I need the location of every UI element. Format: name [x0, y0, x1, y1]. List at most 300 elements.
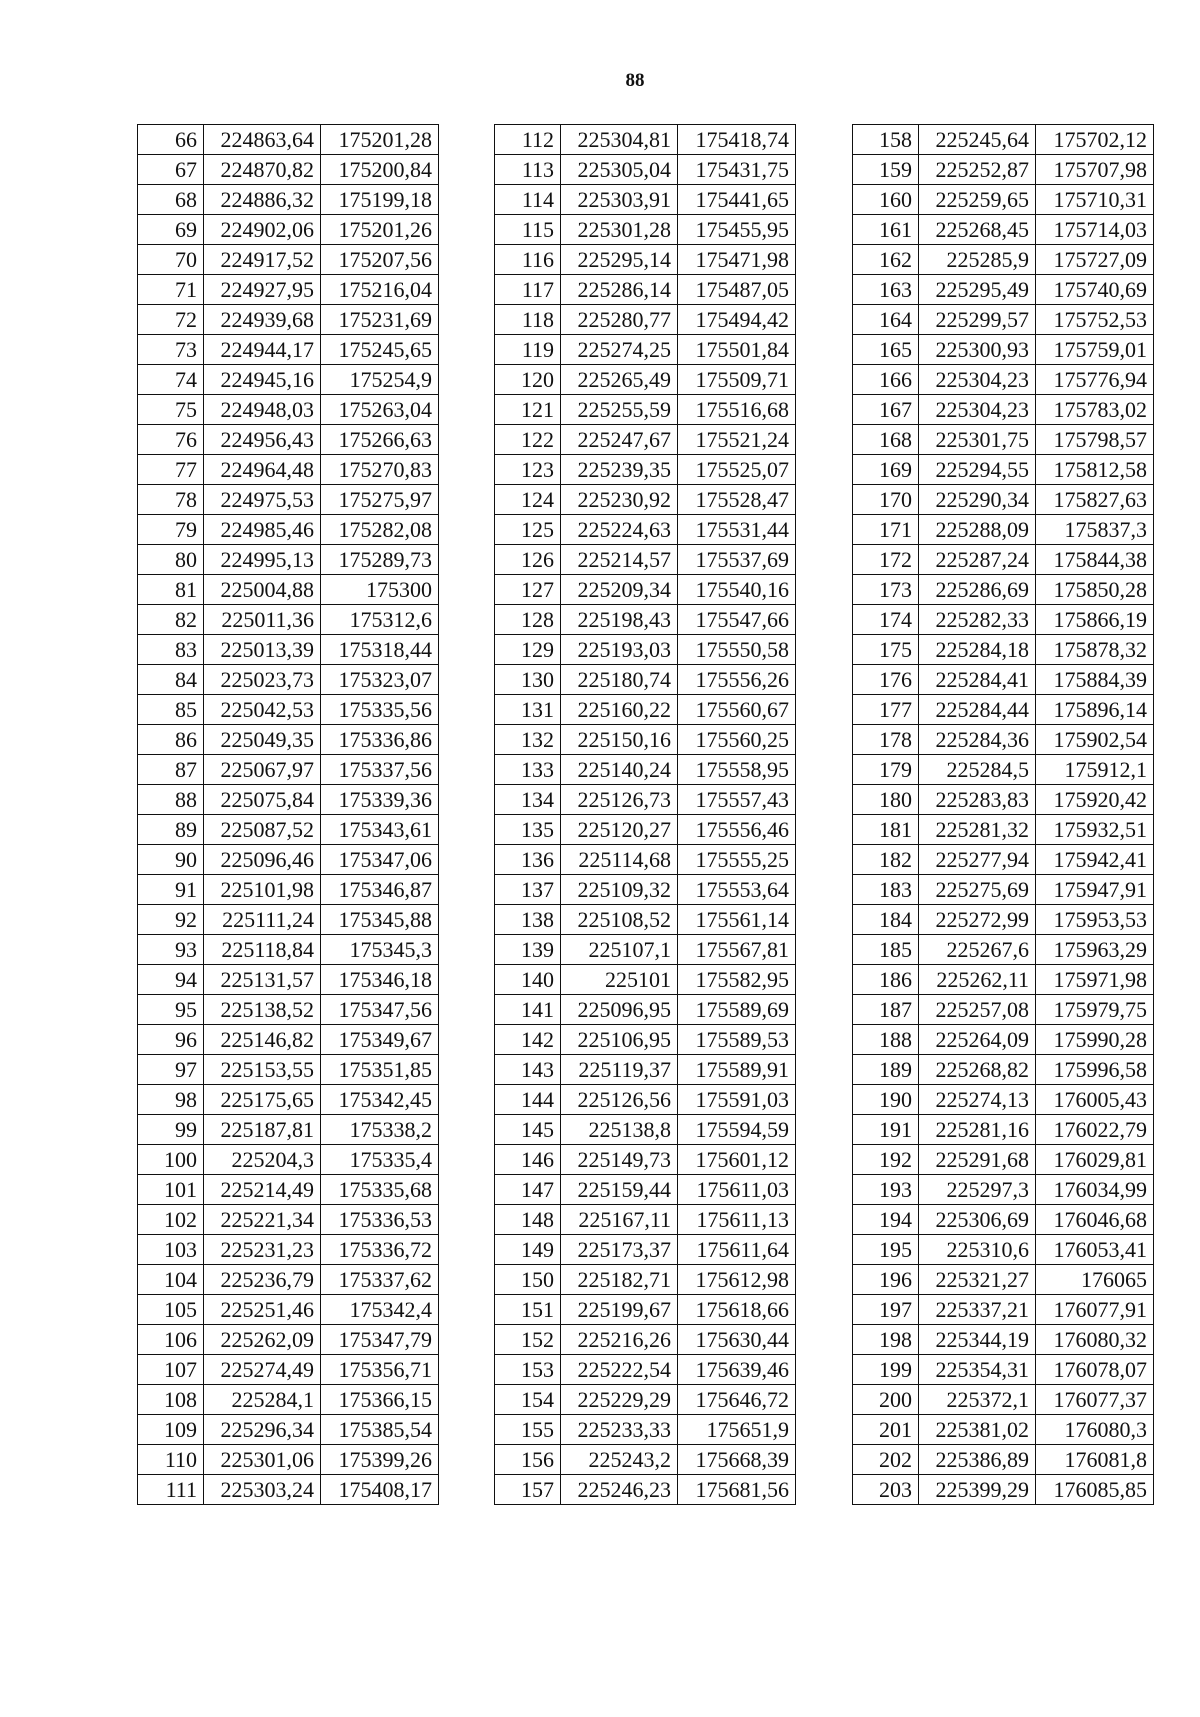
table-row: [138, 815, 439, 845]
x-coordinate-cell: 225175,65: [204, 1085, 321, 1115]
table-row: [138, 515, 439, 545]
y-coordinate-cell: 175342,45: [321, 1085, 439, 1115]
point-number-cell: 153: [495, 1355, 561, 1385]
x-coordinate-cell: 225159,44: [561, 1175, 678, 1205]
point-number-cell: 163: [853, 275, 919, 305]
table-row: [138, 665, 439, 695]
point-number-cell: 144: [495, 1085, 561, 1115]
table-row: [495, 545, 796, 575]
table-row: [138, 1025, 439, 1055]
x-coordinate-cell: 225354,31: [919, 1355, 1036, 1385]
y-coordinate-cell: 176065: [1036, 1265, 1154, 1295]
x-coordinate-cell: 225180,74: [561, 665, 678, 695]
point-number-cell: 161: [853, 215, 919, 245]
x-coordinate-cell: 225297,3: [919, 1175, 1036, 1205]
table-row: [138, 245, 439, 275]
y-coordinate-cell: 175347,06: [321, 845, 439, 875]
table-row: [138, 1235, 439, 1265]
y-coordinate-cell: 175300: [321, 575, 439, 605]
x-coordinate-cell: 225304,23: [919, 395, 1036, 425]
table-row: [495, 1055, 796, 1085]
point-number-cell: 131: [495, 695, 561, 725]
y-coordinate-cell: 175342,4: [321, 1295, 439, 1325]
table-row: [853, 1475, 1154, 1505]
y-coordinate-cell: 175509,71: [678, 365, 796, 395]
point-number-cell: 168: [853, 425, 919, 455]
y-coordinate-cell: 175752,53: [1036, 305, 1154, 335]
table-row: [853, 545, 1154, 575]
point-number-cell: 199: [853, 1355, 919, 1385]
point-number-cell: 132: [495, 725, 561, 755]
x-coordinate-cell: 225096,46: [204, 845, 321, 875]
x-coordinate-cell: 225087,52: [204, 815, 321, 845]
x-coordinate-cell: 225272,99: [919, 905, 1036, 935]
point-number-cell: 117: [495, 275, 561, 305]
y-coordinate-cell: 175318,44: [321, 635, 439, 665]
y-coordinate-cell: 175337,56: [321, 755, 439, 785]
point-number-cell: 128: [495, 605, 561, 635]
point-number-cell: 124: [495, 485, 561, 515]
x-coordinate-cell: 225239,35: [561, 455, 678, 485]
point-number-cell: 194: [853, 1205, 919, 1235]
x-coordinate-cell: 225264,09: [919, 1025, 1036, 1055]
table-row: [138, 485, 439, 515]
point-number-cell: 162: [853, 245, 919, 275]
table-row: [495, 1265, 796, 1295]
y-coordinate-cell: 175561,14: [678, 905, 796, 935]
y-coordinate-cell: 175990,28: [1036, 1025, 1154, 1055]
x-coordinate-cell: 225284,18: [919, 635, 1036, 665]
point-number-cell: 179: [853, 755, 919, 785]
point-number-cell: 73: [138, 335, 204, 365]
point-number-cell: 92: [138, 905, 204, 935]
table-row: [853, 785, 1154, 815]
y-coordinate-cell: 175555,25: [678, 845, 796, 875]
y-coordinate-cell: 175553,64: [678, 875, 796, 905]
point-number-cell: 93: [138, 935, 204, 965]
y-coordinate-cell: 175345,88: [321, 905, 439, 935]
point-number-cell: 103: [138, 1235, 204, 1265]
table-row: [138, 1355, 439, 1385]
table-row: [853, 245, 1154, 275]
point-number-cell: 139: [495, 935, 561, 965]
x-coordinate-cell: 225231,23: [204, 1235, 321, 1265]
y-coordinate-cell: 175399,26: [321, 1445, 439, 1475]
table-row: [853, 1355, 1154, 1385]
table-row: [853, 1055, 1154, 1085]
x-coordinate-cell: 225233,33: [561, 1415, 678, 1445]
page-number: 88: [625, 70, 645, 91]
point-number-cell: 102: [138, 1205, 204, 1235]
point-number-cell: 183: [853, 875, 919, 905]
y-coordinate-cell: 175971,98: [1036, 965, 1154, 995]
table-row: [853, 215, 1154, 245]
point-number-cell: 84: [138, 665, 204, 695]
x-coordinate-cell: 225306,69: [919, 1205, 1036, 1235]
point-number-cell: 169: [853, 455, 919, 485]
x-coordinate-cell: 225287,24: [919, 545, 1036, 575]
y-coordinate-cell: 175323,07: [321, 665, 439, 695]
point-number-cell: 116: [495, 245, 561, 275]
point-number-cell: 188: [853, 1025, 919, 1055]
point-number-cell: 172: [853, 545, 919, 575]
point-number-cell: 78: [138, 485, 204, 515]
point-number-cell: 198: [853, 1325, 919, 1355]
x-coordinate-cell: 225262,09: [204, 1325, 321, 1355]
point-number-cell: 81: [138, 575, 204, 605]
x-coordinate-cell: 225344,19: [919, 1325, 1036, 1355]
x-coordinate-cell: 225301,28: [561, 215, 678, 245]
point-number-cell: 96: [138, 1025, 204, 1055]
x-coordinate-cell: 225296,34: [204, 1415, 321, 1445]
x-coordinate-cell: 224902,06: [204, 215, 321, 245]
y-coordinate-cell: 175408,17: [321, 1475, 439, 1505]
point-number-cell: 154: [495, 1385, 561, 1415]
y-coordinate-cell: 175740,69: [1036, 275, 1154, 305]
y-coordinate-cell: 176077,37: [1036, 1385, 1154, 1415]
y-coordinate-cell: 175594,59: [678, 1115, 796, 1145]
point-number-cell: 98: [138, 1085, 204, 1115]
point-number-cell: 90: [138, 845, 204, 875]
table-row: [853, 395, 1154, 425]
table-row: [138, 1175, 439, 1205]
x-coordinate-cell: 225290,34: [919, 485, 1036, 515]
y-coordinate-cell: 175668,39: [678, 1445, 796, 1475]
x-coordinate-cell: 225286,69: [919, 575, 1036, 605]
point-number-cell: 130: [495, 665, 561, 695]
x-coordinate-cell: 225153,55: [204, 1055, 321, 1085]
y-coordinate-cell: 175201,26: [321, 215, 439, 245]
y-coordinate-cell: 175556,26: [678, 665, 796, 695]
point-number-cell: 121: [495, 395, 561, 425]
y-coordinate-cell: 175727,09: [1036, 245, 1154, 275]
x-coordinate-cell: 225150,16: [561, 725, 678, 755]
table-row: [853, 1295, 1154, 1325]
point-number-cell: 159: [853, 155, 919, 185]
table-row: [853, 125, 1154, 155]
y-coordinate-cell: 176080,32: [1036, 1325, 1154, 1355]
table-row: [853, 1145, 1154, 1175]
point-number-cell: 170: [853, 485, 919, 515]
x-coordinate-cell: 225274,49: [204, 1355, 321, 1385]
y-coordinate-cell: 175441,65: [678, 185, 796, 215]
x-coordinate-cell: 225214,49: [204, 1175, 321, 1205]
x-coordinate-cell: 225236,79: [204, 1265, 321, 1295]
y-coordinate-cell: 175702,12: [1036, 125, 1154, 155]
x-coordinate-cell: 225004,88: [204, 575, 321, 605]
x-coordinate-cell: 225265,49: [561, 365, 678, 395]
point-number-cell: 193: [853, 1175, 919, 1205]
table-row: [495, 965, 796, 995]
y-coordinate-cell: 175487,05: [678, 275, 796, 305]
x-coordinate-cell: 225284,5: [919, 755, 1036, 785]
table-row: [495, 755, 796, 785]
y-coordinate-cell: 175351,85: [321, 1055, 439, 1085]
table-row: [138, 635, 439, 665]
y-coordinate-cell: 176022,79: [1036, 1115, 1154, 1145]
table-row: [495, 275, 796, 305]
y-coordinate-cell: 175200,84: [321, 155, 439, 185]
table-row: [853, 575, 1154, 605]
table-row: [495, 395, 796, 425]
y-coordinate-cell: 175942,41: [1036, 845, 1154, 875]
table-row: [138, 1385, 439, 1415]
point-number-cell: 97: [138, 1055, 204, 1085]
x-coordinate-cell: 225305,04: [561, 155, 678, 185]
x-coordinate-cell: 225247,67: [561, 425, 678, 455]
y-coordinate-cell: 175199,18: [321, 185, 439, 215]
x-coordinate-cell: 225303,24: [204, 1475, 321, 1505]
table-row: [495, 1445, 796, 1475]
y-coordinate-cell: 175932,51: [1036, 815, 1154, 845]
x-coordinate-cell: 225167,11: [561, 1205, 678, 1235]
y-coordinate-cell: 175270,83: [321, 455, 439, 485]
y-coordinate-cell: 175558,95: [678, 755, 796, 785]
x-coordinate-cell: 225275,69: [919, 875, 1036, 905]
point-number-cell: 133: [495, 755, 561, 785]
point-number-cell: 71: [138, 275, 204, 305]
table-row: [138, 1325, 439, 1355]
point-number-cell: 122: [495, 425, 561, 455]
point-number-cell: 118: [495, 305, 561, 335]
table-row: [495, 995, 796, 1025]
x-coordinate-cell: 225187,81: [204, 1115, 321, 1145]
table-row: [138, 305, 439, 335]
point-number-cell: 107: [138, 1355, 204, 1385]
point-number-cell: 76: [138, 425, 204, 455]
y-coordinate-cell: 176053,41: [1036, 1235, 1154, 1265]
x-coordinate-cell: 225288,09: [919, 515, 1036, 545]
x-coordinate-cell: 225251,46: [204, 1295, 321, 1325]
x-coordinate-cell: 225013,39: [204, 635, 321, 665]
y-coordinate-cell: 175289,73: [321, 545, 439, 575]
table-row: [853, 1175, 1154, 1205]
y-coordinate-cell: 175589,69: [678, 995, 796, 1025]
table-row: [853, 335, 1154, 365]
x-coordinate-cell: 225149,73: [561, 1145, 678, 1175]
point-number-cell: 145: [495, 1115, 561, 1145]
point-number-cell: 99: [138, 1115, 204, 1145]
y-coordinate-cell: 175347,79: [321, 1325, 439, 1355]
point-number-cell: 82: [138, 605, 204, 635]
table-row: [495, 305, 796, 335]
y-coordinate-cell: 175537,69: [678, 545, 796, 575]
x-coordinate-cell: 225372,1: [919, 1385, 1036, 1415]
point-number-cell: 101: [138, 1175, 204, 1205]
x-coordinate-cell: 225107,1: [561, 935, 678, 965]
y-coordinate-cell: 176046,68: [1036, 1205, 1154, 1235]
table-row: [495, 365, 796, 395]
point-number-cell: 140: [495, 965, 561, 995]
table-row: [853, 1115, 1154, 1145]
table-row: [138, 455, 439, 485]
table-row: [495, 1205, 796, 1235]
point-number-cell: 192: [853, 1145, 919, 1175]
x-coordinate-cell: 225399,29: [919, 1475, 1036, 1505]
table-row: [853, 455, 1154, 485]
x-coordinate-cell: 225255,59: [561, 395, 678, 425]
point-number-cell: 69: [138, 215, 204, 245]
table-row: [495, 1355, 796, 1385]
x-coordinate-cell: 225042,53: [204, 695, 321, 725]
table-row: [853, 1415, 1154, 1445]
table-row: [138, 1055, 439, 1085]
y-coordinate-cell: 175349,67: [321, 1025, 439, 1055]
table-row: [853, 1085, 1154, 1115]
point-number-cell: 112: [495, 125, 561, 155]
x-coordinate-cell: 224927,95: [204, 275, 321, 305]
coordinates-table-1: [137, 124, 439, 1505]
point-number-cell: 109: [138, 1415, 204, 1445]
x-coordinate-cell: 225023,73: [204, 665, 321, 695]
y-coordinate-cell: 175618,66: [678, 1295, 796, 1325]
table-row: [495, 605, 796, 635]
table-row: [138, 335, 439, 365]
table-row: [138, 1415, 439, 1445]
point-number-cell: 187: [853, 995, 919, 1025]
table-row: [495, 245, 796, 275]
y-coordinate-cell: 175525,07: [678, 455, 796, 485]
y-coordinate-cell: 176081,8: [1036, 1445, 1154, 1475]
table-row: [138, 785, 439, 815]
table-row: [853, 1265, 1154, 1295]
table-row: [138, 275, 439, 305]
y-coordinate-cell: 175710,31: [1036, 185, 1154, 215]
y-coordinate-cell: 175335,4: [321, 1145, 439, 1175]
y-coordinate-cell: 176080,3: [1036, 1415, 1154, 1445]
y-coordinate-cell: 175356,71: [321, 1355, 439, 1385]
table-row: [495, 515, 796, 545]
y-coordinate-cell: 175346,87: [321, 875, 439, 905]
point-number-cell: 147: [495, 1175, 561, 1205]
table-row: [853, 1445, 1154, 1475]
y-coordinate-cell: 175759,01: [1036, 335, 1154, 365]
point-number-cell: 111: [138, 1475, 204, 1505]
table-row: [138, 695, 439, 725]
point-number-cell: 200: [853, 1385, 919, 1415]
x-coordinate-cell: 225284,41: [919, 665, 1036, 695]
x-coordinate-cell: 225285,9: [919, 245, 1036, 275]
y-coordinate-cell: 175471,98: [678, 245, 796, 275]
y-coordinate-cell: 175996,58: [1036, 1055, 1154, 1085]
table-row: [138, 1145, 439, 1175]
y-coordinate-cell: 176077,91: [1036, 1295, 1154, 1325]
x-coordinate-cell: 225294,55: [919, 455, 1036, 485]
y-coordinate-cell: 175366,15: [321, 1385, 439, 1415]
point-number-cell: 123: [495, 455, 561, 485]
point-number-cell: 68: [138, 185, 204, 215]
x-coordinate-cell: 225173,37: [561, 1235, 678, 1265]
y-coordinate-cell: 175560,25: [678, 725, 796, 755]
y-coordinate-cell: 175207,56: [321, 245, 439, 275]
table-row: [138, 545, 439, 575]
x-coordinate-cell: 225224,63: [561, 515, 678, 545]
point-number-cell: 67: [138, 155, 204, 185]
point-number-cell: 70: [138, 245, 204, 275]
point-number-cell: 164: [853, 305, 919, 335]
table-row: [138, 905, 439, 935]
y-coordinate-cell: 175920,42: [1036, 785, 1154, 815]
table-row: [853, 905, 1154, 935]
point-number-cell: 165: [853, 335, 919, 365]
y-coordinate-cell: 175347,56: [321, 995, 439, 1025]
point-number-cell: 173: [853, 575, 919, 605]
point-number-cell: 149: [495, 1235, 561, 1265]
table-row: [495, 155, 796, 185]
x-coordinate-cell: 225146,82: [204, 1025, 321, 1055]
table-row: [138, 395, 439, 425]
table-row: [853, 275, 1154, 305]
x-coordinate-cell: 225277,94: [919, 845, 1036, 875]
point-number-cell: 157: [495, 1475, 561, 1505]
x-coordinate-cell: 225138,8: [561, 1115, 678, 1145]
y-coordinate-cell: 175346,18: [321, 965, 439, 995]
point-number-cell: 189: [853, 1055, 919, 1085]
y-coordinate-cell: 175953,53: [1036, 905, 1154, 935]
x-coordinate-cell: 225262,11: [919, 965, 1036, 995]
x-coordinate-cell: 225199,67: [561, 1295, 678, 1325]
y-coordinate-cell: 175201,28: [321, 125, 439, 155]
y-coordinate-cell: 175335,56: [321, 695, 439, 725]
point-number-cell: 197: [853, 1295, 919, 1325]
point-number-cell: 108: [138, 1385, 204, 1415]
table-row: [495, 875, 796, 905]
table-row: [853, 1205, 1154, 1235]
x-coordinate-cell: 225243,2: [561, 1445, 678, 1475]
point-number-cell: 155: [495, 1415, 561, 1445]
y-coordinate-cell: 176034,99: [1036, 1175, 1154, 1205]
point-number-cell: 86: [138, 725, 204, 755]
point-number-cell: 178: [853, 725, 919, 755]
x-coordinate-cell: 225303,91: [561, 185, 678, 215]
x-coordinate-cell: 225299,57: [919, 305, 1036, 335]
y-coordinate-cell: 175612,98: [678, 1265, 796, 1295]
table-row: [138, 185, 439, 215]
point-number-cell: 100: [138, 1145, 204, 1175]
x-coordinate-cell: 225109,32: [561, 875, 678, 905]
point-number-cell: 203: [853, 1475, 919, 1505]
table-row: [853, 635, 1154, 665]
table-row: [138, 1295, 439, 1325]
table-row: [853, 155, 1154, 185]
y-coordinate-cell: 175812,58: [1036, 455, 1154, 485]
x-coordinate-cell: 225096,95: [561, 995, 678, 1025]
table-row: [853, 845, 1154, 875]
table-row: [138, 1085, 439, 1115]
x-coordinate-cell: 225101: [561, 965, 678, 995]
point-number-cell: 129: [495, 635, 561, 665]
table-row: [853, 695, 1154, 725]
table-row: [495, 935, 796, 965]
x-coordinate-cell: 224964,48: [204, 455, 321, 485]
y-coordinate-cell: 175345,3: [321, 935, 439, 965]
table-row: [495, 1415, 796, 1445]
table-row: [853, 965, 1154, 995]
table-row: [495, 785, 796, 815]
y-coordinate-cell: 176005,43: [1036, 1085, 1154, 1115]
y-coordinate-cell: 175589,91: [678, 1055, 796, 1085]
table-row: [495, 1475, 796, 1505]
x-coordinate-cell: 225268,45: [919, 215, 1036, 245]
x-coordinate-cell: 225049,35: [204, 725, 321, 755]
y-coordinate-cell: 175884,39: [1036, 665, 1154, 695]
table-row: [853, 1385, 1154, 1415]
point-number-cell: 89: [138, 815, 204, 845]
point-number-cell: 184: [853, 905, 919, 935]
x-coordinate-cell: 225229,29: [561, 1385, 678, 1415]
point-number-cell: 196: [853, 1265, 919, 1295]
point-number-cell: 177: [853, 695, 919, 725]
